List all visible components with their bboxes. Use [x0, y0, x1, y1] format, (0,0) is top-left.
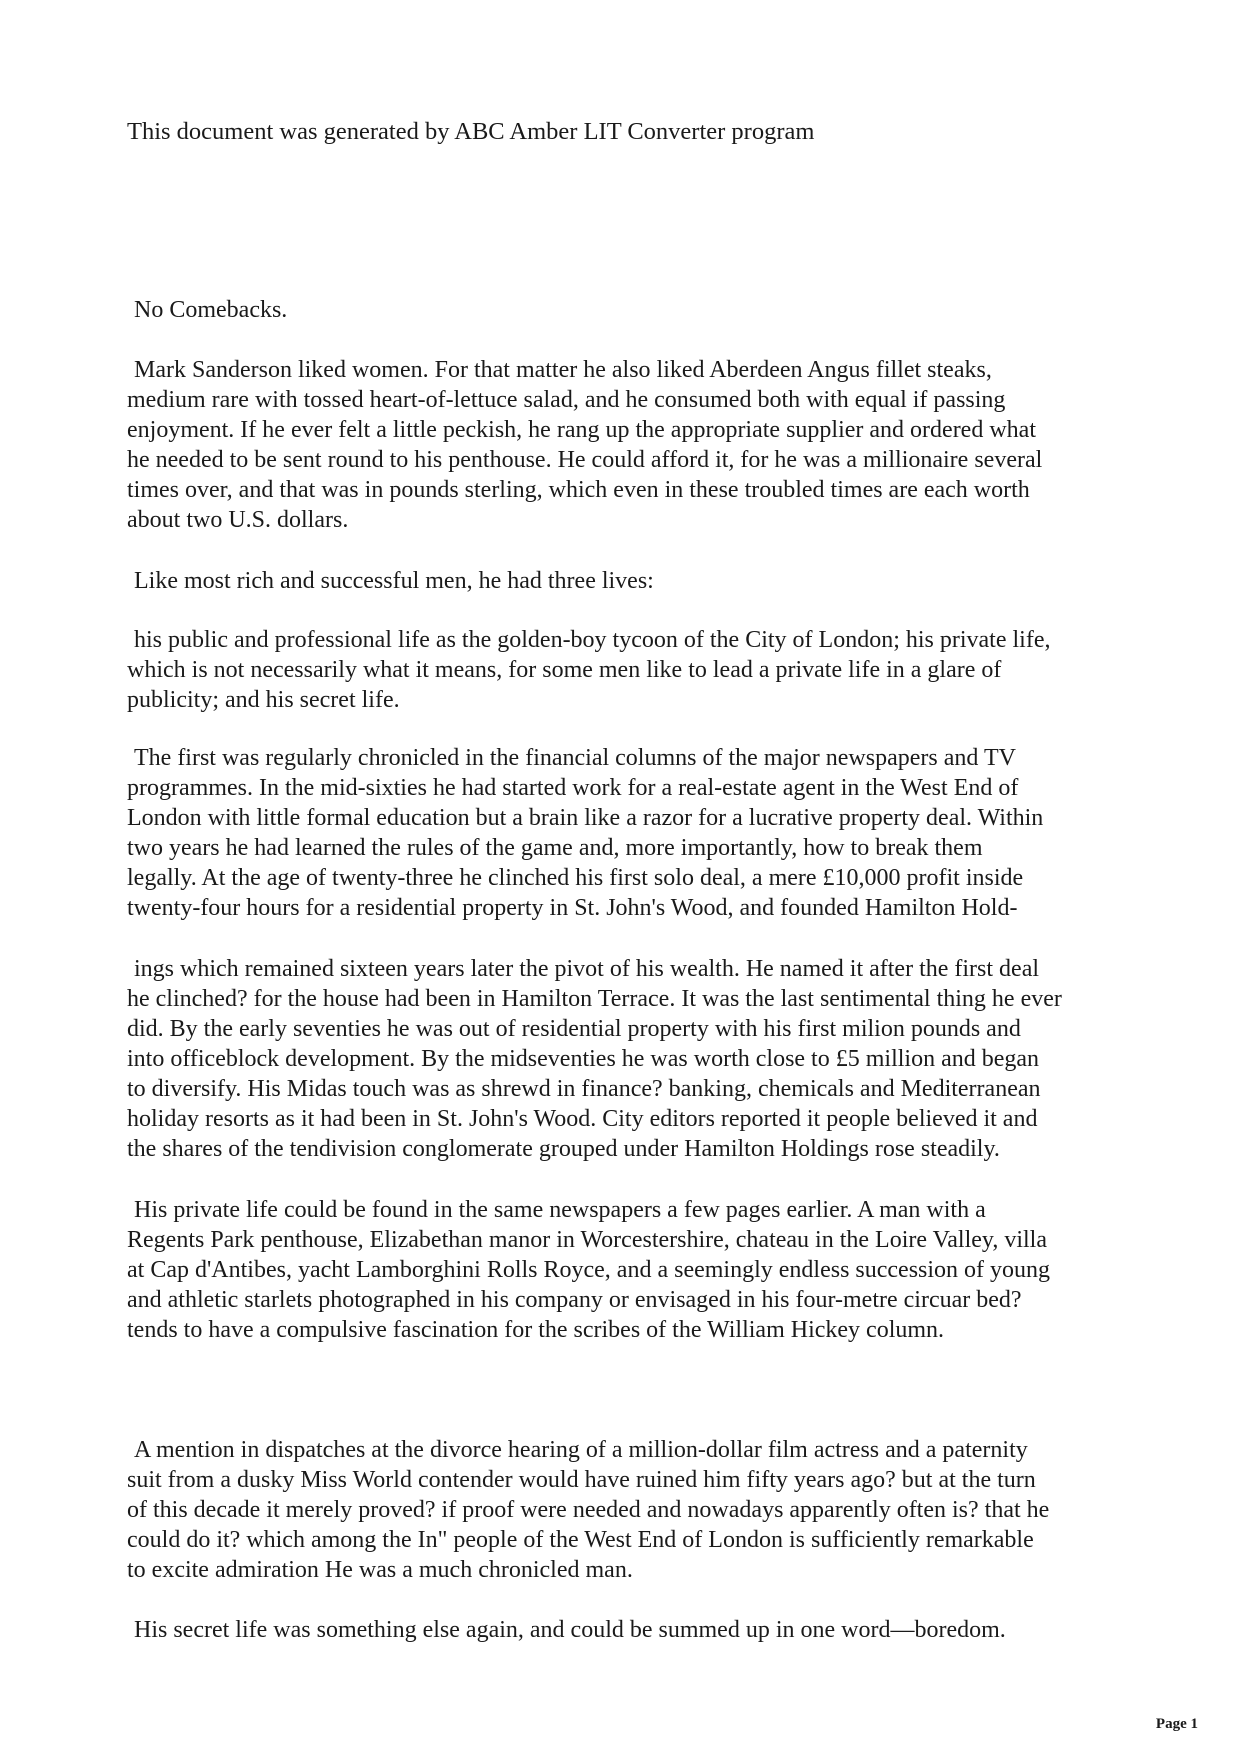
paragraph-2: Like most rich and successful men, he had three lives:	[134, 568, 654, 594]
paragraph-8: His secret life was something else again, and could be summed up in one word—boredom.	[134, 1617, 1006, 1643]
document-title: No Comebacks.	[134, 297, 288, 323]
paragraph-5: ings which remained sixteen years later the pivot of his wealth. He named it after the first deal he clinched? for the house had been in Hamilton Terrace. It was the last sentimental thing he ever did. By the early seventies he was out of residential property with his first milion pounds and into officeblock development. By the midseventies he was worth close to £5 million and began to diversify. His Midas touch was as shrewd in finance? banking, chemicals and Mediterranean holiday resorts as it had been in St. John's Wood. City editors reported it people believed it and the shares of the tendivision conglomerate grouped under Hamilton Holdings rose steadily.	[127, 956, 1062, 1162]
paragraph-3: his public and professional life as the golden-boy tycoon of the City of London; his private life, which is not necessarily what it means, for some men like to lead a private life in a glare of publicity; and his secret life.	[127, 627, 1051, 713]
paragraph-6: His private life could be found in the same newspapers a few pages earlier. A man with a Regents Park penthouse, Elizabethan manor in Worcestershire, chateau in the Loire Valley, villa at Cap d'Antibes, yacht Lamborghini Rolls Royce, and a seemingly endless succession of young and athletic starlets photographed in his company or envisaged in his four-metre circuar bed? tends to have a compulsive fascination for the scribes of the William Hickey column.	[127, 1197, 1051, 1343]
paragraph-4: The first was regularly chronicled in the financial columns of the major newspapers and TV programmes. In the mid-sixties he had started work for a real-estate agent in the West End of London with little formal education but a brain like a razor for a lucrative property deal. Within two years he had learned the rules of the game and, more importantly, how to break them legally. At the age of twenty-three he clinched his first solo deal, a mere £10,000 profit inside twenty-four hours for a residential property in St. John's Wood, and founded Hamilton Hold-	[127, 745, 1044, 921]
paragraph-7: A mention in dispatches at the divorce hearing of a million-dollar film actress and a paternity suit from a dusky Miss World contender would have ruined him fifty years ago? but at the turn of this decade it merely proved? if proof were needed and nowadays apparently often is? that he could do it? which among the In" people of the West End of London is sufficiently remarkable to excite admiration He was a much chronicled man.	[127, 1437, 1050, 1583]
generator-notice: This document was generated by ABC Amber LIT Converter program	[127, 118, 815, 145]
page-number: Page 1	[1155, 1716, 1198, 1732]
paragraph-1: Mark Sanderson liked women. For that matter he also liked Aberdeen Angus fillet steaks, medium rare with tossed heart-of-lettuce salad, and he consumed both with equal if passing enjoyment. If he ever felt a little peckish, he rang up the appropriate supplier and ordered what he needed to be sent round to his penthouse. He could afford it, for he was a millionaire several times over, and that was in pounds sterling, which even in these troubled times are each worth about two U.S. dollars.	[127, 357, 1043, 533]
